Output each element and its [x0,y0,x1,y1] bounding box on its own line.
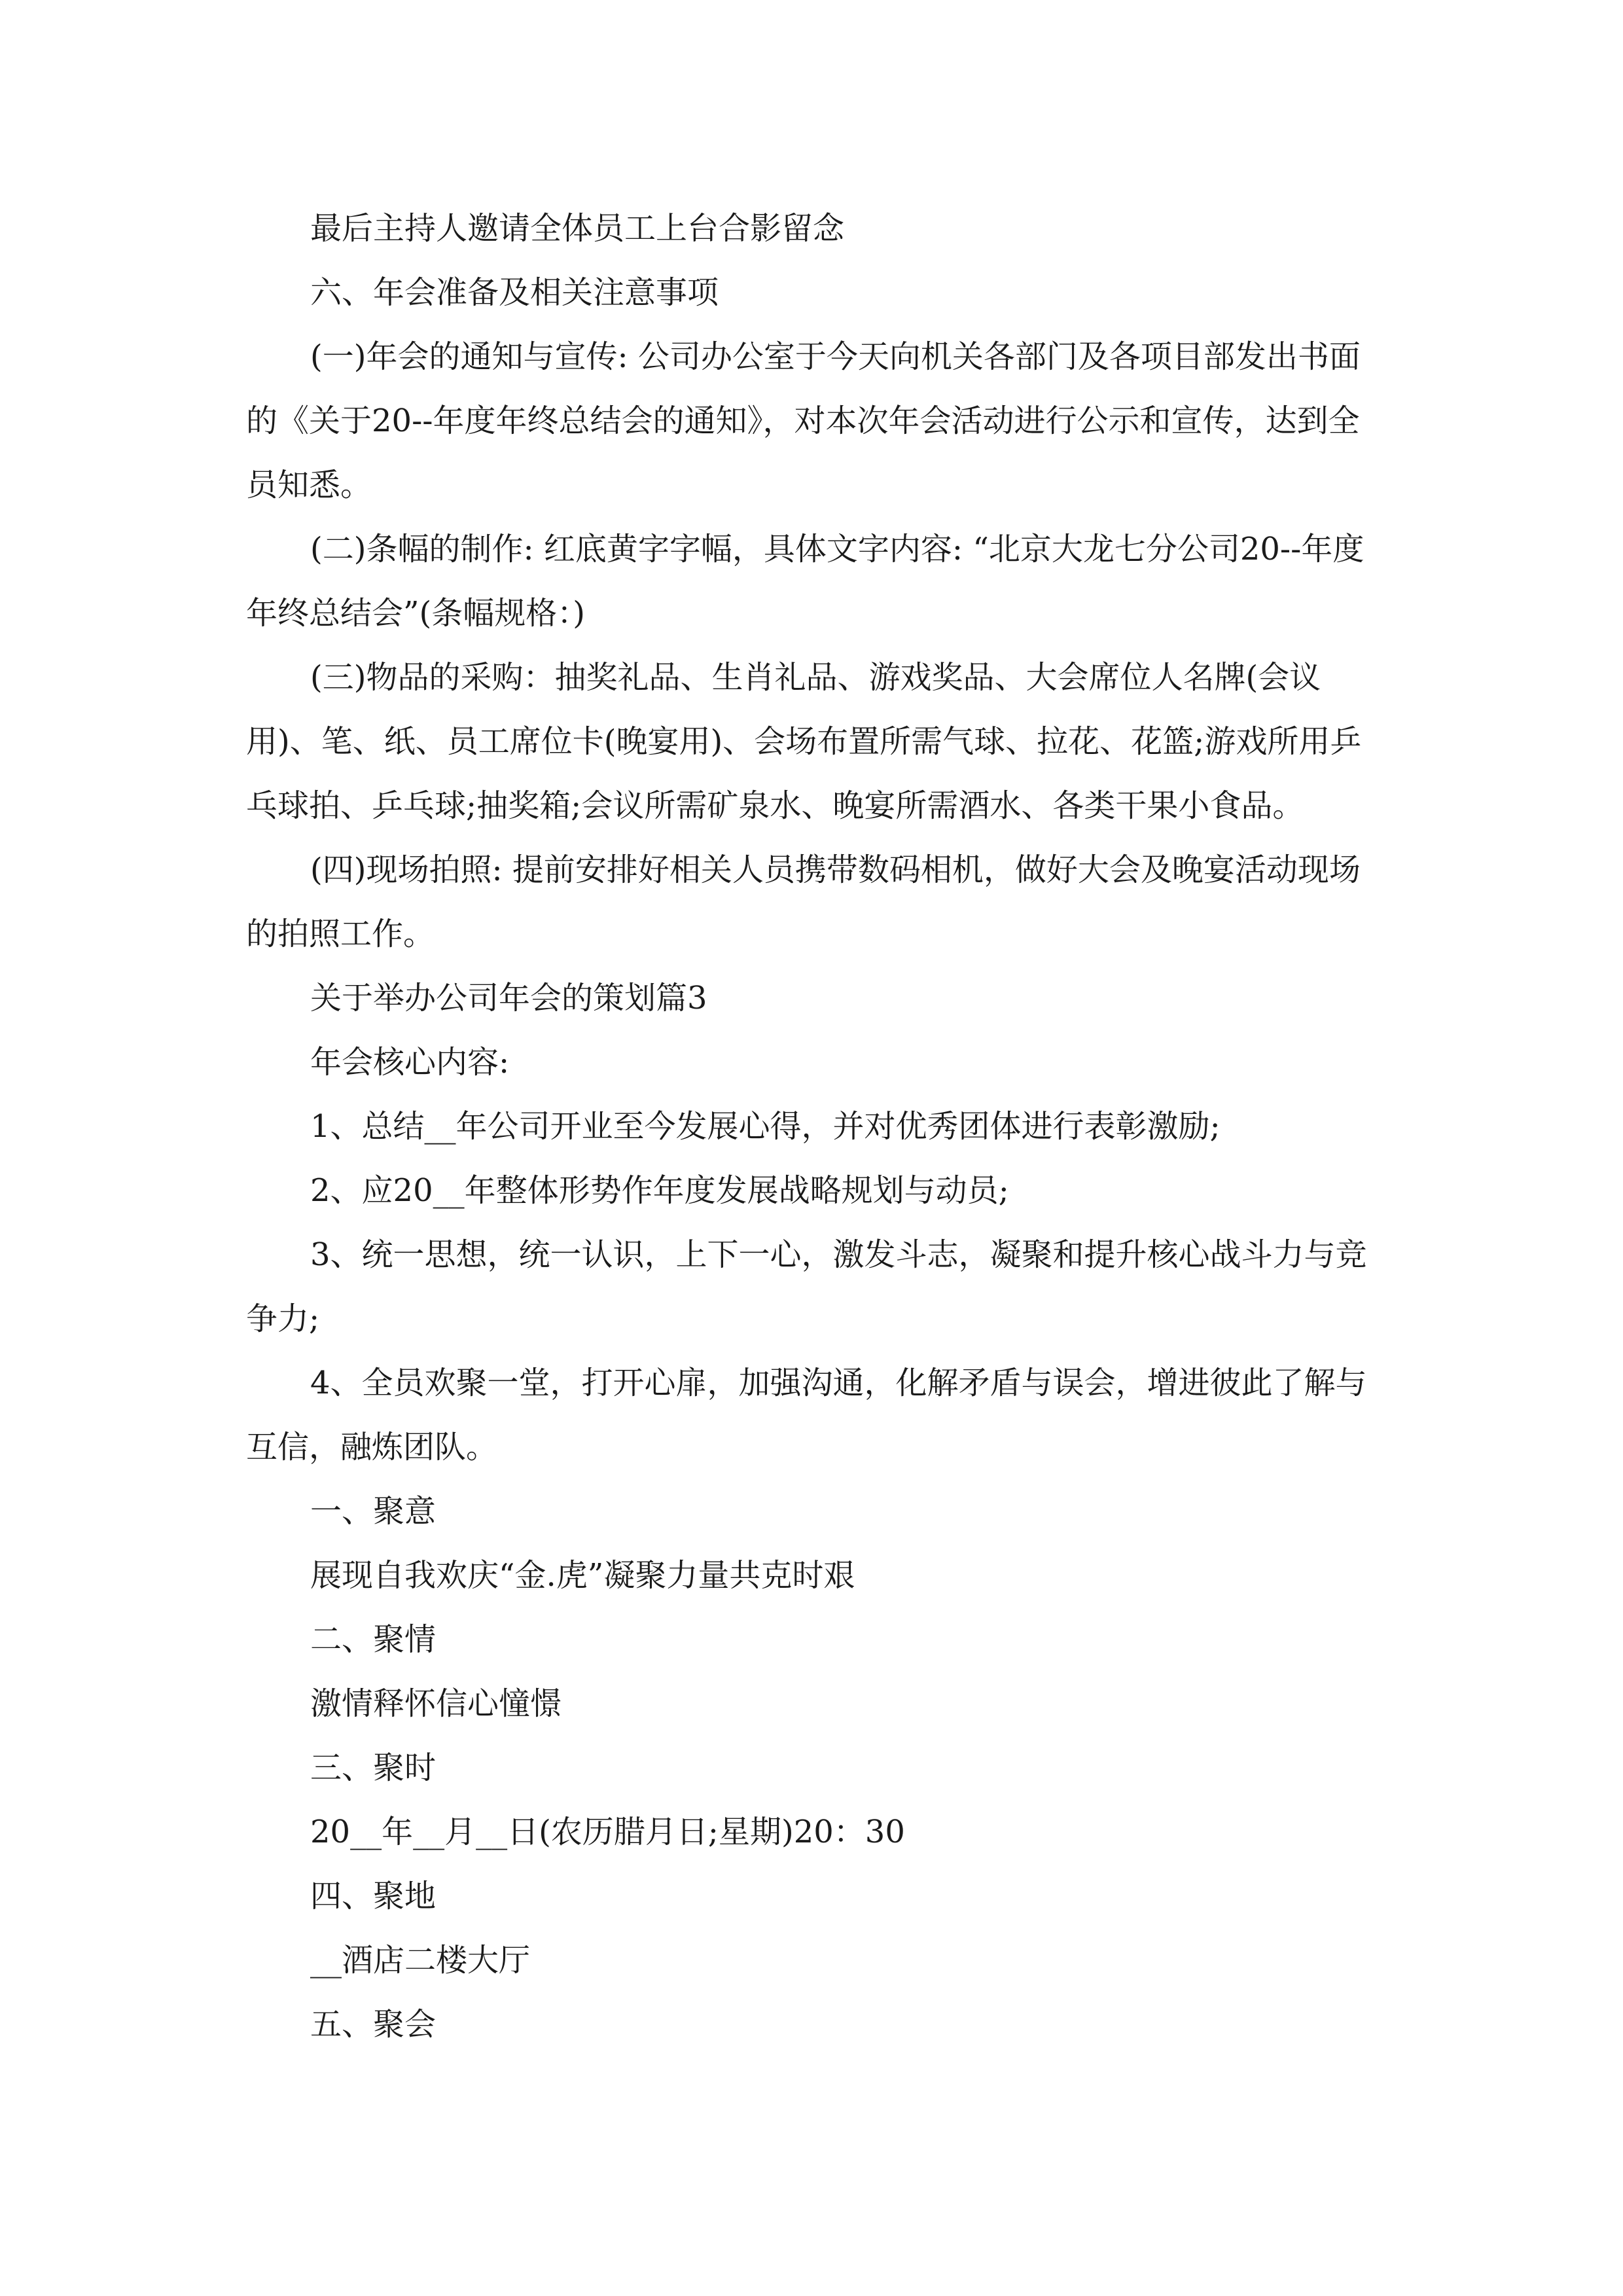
document-body [246,196,1380,2056]
section-title-plan-3: 关于举办公司年会的策划篇3 [310,980,707,1016]
heading-ju-hui: 五、聚会 [310,2006,437,2043]
heading-core-content: 年会核心内容: [310,1044,510,1081]
paragraph-venue: __酒店二楼大厅 [310,1942,531,1979]
heading-ju-shi: 三、聚时 [310,1749,437,1786]
list-item-2: 2、应20__年整体形势作年度发展战略规划与动员; [310,1172,1009,1209]
list-item-4: 4、全员欢聚一堂，打开心扉，加强沟通，化解矛盾与误会，增进彼此了解与互信，融炼团队。 [246,1365,1367,1465]
heading-ju-qing: 二、聚情 [310,1621,437,1658]
paragraph-purchasing: (三)物品的采购：抽奖礼品、生肖礼品、游戏奖品、大会席位人名牌(会议用)、笔、纸、员工席位卡(晚宴用)、会场布置所需气球、拉花、花篮;游戏所用乒乓球拍、乒乓球;抽奖箱;会议所需矿泉水、晚宴所需酒水、各类干果小食品。 [246,659,1362,824]
list-item-3: 3、统一思想，统一认识，上下一心，激发斗志，凝聚和提升核心战斗力与竞争力; [246,1236,1367,1337]
paragraph-theme: 展现自我欢庆“金.虎”凝聚力量共克时艰 [310,1557,855,1594]
paragraph-photography: (四)现场拍照: 提前安排好相关人员携带数码相机，做好大会及晚宴活动现场的拍照工作。 [246,852,1361,952]
heading-preparation: 六、年会准备及相关注意事项 [310,274,719,311]
paragraph-date-time: 20__年__月__日(农历腊月日;星期)20：30 [310,1814,905,1850]
list-item-1: 1、总结__年公司开业至今发展心得，并对优秀团体进行表彰激励; [310,1108,1221,1145]
heading-ju-yi: 一、聚意 [310,1493,437,1530]
heading-ju-di: 四、聚地 [310,1878,437,1914]
paragraph-passion: 激情释怀信心憧憬 [310,1685,562,1722]
paragraph-notice: (一)年会的通知与宣传: 公司办公室于今天向机关各部门及各项目部发出书面的《关于20--年度年终总结会的通知》，对本次年会活动进行公示和宣传，达到全员知悉。 [246,338,1361,503]
paragraph-banner: (二)条幅的制作: 红底黄字字幅，具体文字内容: “北京大龙七分公司20--年度年终总结会”(条幅规格：) [246,531,1364,632]
paragraph-closing-photo: 最后主持人邀请全体员工上台合影留念 [310,210,845,247]
